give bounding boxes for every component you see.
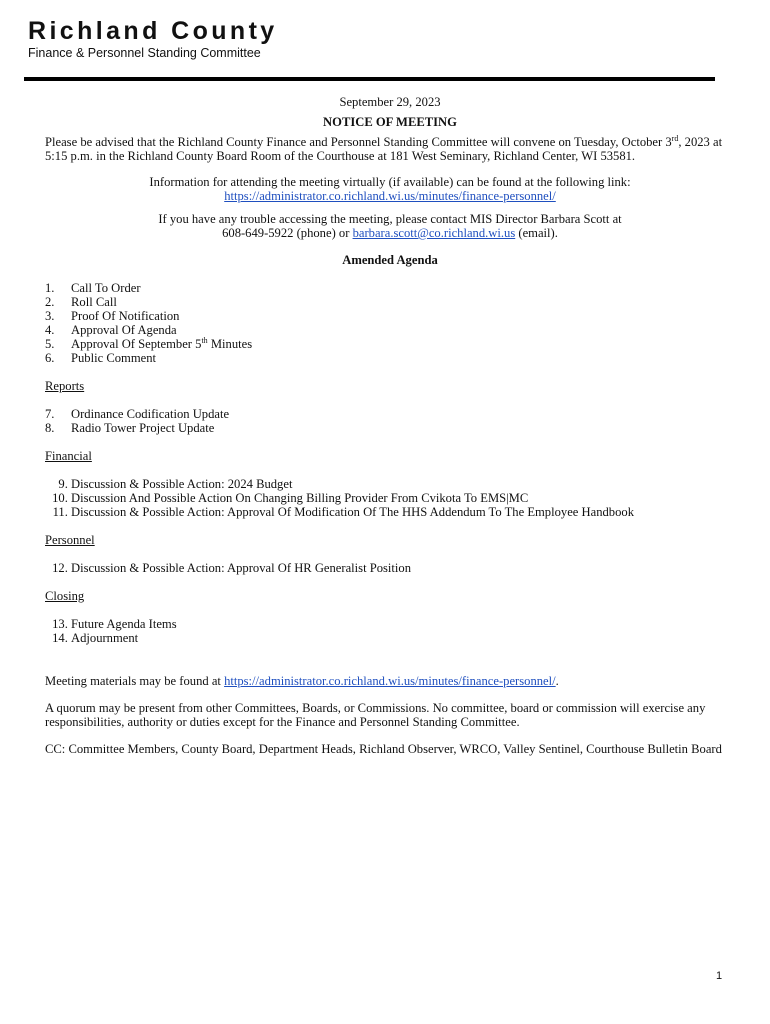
item-number: 3. xyxy=(45,309,55,323)
item-number: 5. xyxy=(45,337,55,351)
item-text: Roll Call xyxy=(71,295,117,309)
virtual-info xyxy=(45,175,735,203)
financial-heading: Financial xyxy=(45,449,92,463)
committee-name: Finance & Personnel Standing Committee xyxy=(28,46,261,60)
list-item xyxy=(45,421,735,435)
item-text: Proof Of Notification xyxy=(71,309,180,323)
list-item xyxy=(45,561,735,575)
item-number-text: 10. xyxy=(52,491,68,505)
item-text: Approval Of Agenda xyxy=(71,323,177,337)
item-number-text: 13. xyxy=(52,617,68,631)
item-text: Adjournment xyxy=(71,631,139,645)
item-text: Ordinance Codification Update xyxy=(71,407,230,421)
trouble-text-line1: If you have any trouble accessing the meeting, please contact MIS Director Barbara Scott at xyxy=(158,212,622,226)
item-number xyxy=(45,631,71,645)
financial-list xyxy=(45,477,735,519)
personnel-heading: Personnel xyxy=(45,533,95,547)
materials-text: Meeting materials may be found at xyxy=(45,674,225,688)
list-item xyxy=(45,407,735,421)
virtual-text: Information for attending the meeting virtually (if available) can be found at the following link: xyxy=(149,175,631,189)
list-item xyxy=(45,491,735,505)
page-number: 1 xyxy=(716,970,723,982)
intro-superscript: rd xyxy=(671,133,679,143)
reports-list xyxy=(45,407,735,435)
item-text-after: Minutes xyxy=(207,337,253,351)
reports-heading: Reports xyxy=(45,379,85,393)
notice-date: September 29, 2023 xyxy=(339,95,441,109)
letterhead xyxy=(28,16,718,60)
list-item xyxy=(45,323,735,337)
quorum-paragraph: A quorum may be present from other Committees, Boards, or Commissions. No committee, board or commission will exercise any responsibilities, authority or duties except for the Finance and Personnel Standing Committee. xyxy=(45,701,706,729)
cc-paragraph: CC: Committee Members, County Board, Department Heads, Richland Observer, WRCO, Valley Sentinel, Courthouse Bulletin Board xyxy=(45,742,722,756)
list-item xyxy=(45,281,735,295)
item-text: Discussion And Possible Action On Changing Billing Provider From Cvikota To EMS|MC xyxy=(71,491,529,505)
document-body xyxy=(45,92,735,756)
list-item xyxy=(45,309,735,323)
personnel-list xyxy=(45,561,735,575)
item-text: Radio Tower Project Update xyxy=(71,421,215,435)
list-item xyxy=(45,337,735,351)
materials-paragraph xyxy=(45,674,735,688)
item-number xyxy=(45,505,71,519)
list-item xyxy=(45,505,735,519)
intro-text-part1: Please be advised that the Richland County Finance and Personnel Standing Committee will convene on Tuesday, October 3 xyxy=(45,135,672,149)
item-text: Future Agenda Items xyxy=(71,617,177,631)
item-number xyxy=(45,477,71,491)
list-item xyxy=(45,631,735,645)
agenda-title: Amended Agenda xyxy=(342,253,438,267)
list-item xyxy=(45,617,735,631)
item-number: 7. xyxy=(45,407,55,421)
list-item xyxy=(45,295,735,309)
item-text: Public Comment xyxy=(71,351,157,365)
list-item xyxy=(45,351,735,365)
item-number-text: 12. xyxy=(52,561,68,575)
header-rule xyxy=(24,77,715,81)
trouble-text-line2b: (email). xyxy=(515,226,558,240)
item-number: 1. xyxy=(45,281,55,295)
virtual-link[interactable]: https://administrator.co.richland.wi.us/minutes/finance-personnel/ xyxy=(224,189,556,203)
item-text: Discussion & Possible Action: Approval Of HR Generalist Position xyxy=(71,561,412,575)
closing-list xyxy=(45,617,735,645)
item-number: 6. xyxy=(45,351,55,365)
org-name: Richland County xyxy=(28,17,278,45)
notice-title: NOTICE OF MEETING xyxy=(323,115,457,129)
item-number xyxy=(45,617,71,631)
trouble-info xyxy=(45,212,735,240)
item-number xyxy=(45,491,71,505)
materials-link[interactable]: https://administrator.co.richland.wi.us/minutes/finance-personnel/ xyxy=(224,674,556,688)
opening-agenda-list xyxy=(45,281,735,365)
item-text: Discussion & Possible Action: Approval Of Modification Of The HHS Addendum To The Employee Handbook xyxy=(71,505,634,519)
item-number-text: 11. xyxy=(52,505,68,519)
item-number: 4. xyxy=(45,323,55,337)
item-number: 2. xyxy=(45,295,55,309)
item-text-main: Approval Of September 5 xyxy=(71,337,202,351)
item-text: Discussion & Possible Action: 2024 Budget xyxy=(71,477,293,491)
intro-paragraph xyxy=(45,135,735,163)
item-text: Call To Order xyxy=(71,281,141,295)
materials-end: . xyxy=(555,674,559,688)
intro-text-part2: , 2023 at 5:15 p.m. in the Richland County Board Room of the Courthouse at 181 West Seminary, Richland Center, WI 53581. xyxy=(45,135,723,163)
item-number xyxy=(45,561,71,575)
item-number-text: 14. xyxy=(52,631,68,645)
item-number-text: 9. xyxy=(58,477,68,491)
closing-heading: Closing xyxy=(45,589,85,603)
item-superscript: th xyxy=(201,335,208,345)
item-text xyxy=(71,337,735,351)
item-number: 8. xyxy=(45,421,55,435)
list-item xyxy=(45,477,735,491)
trouble-text-line2a: 608-649-5922 (phone) or xyxy=(222,226,353,240)
contact-email-link[interactable]: barbara.scott@co.richland.wi.us xyxy=(352,226,516,240)
